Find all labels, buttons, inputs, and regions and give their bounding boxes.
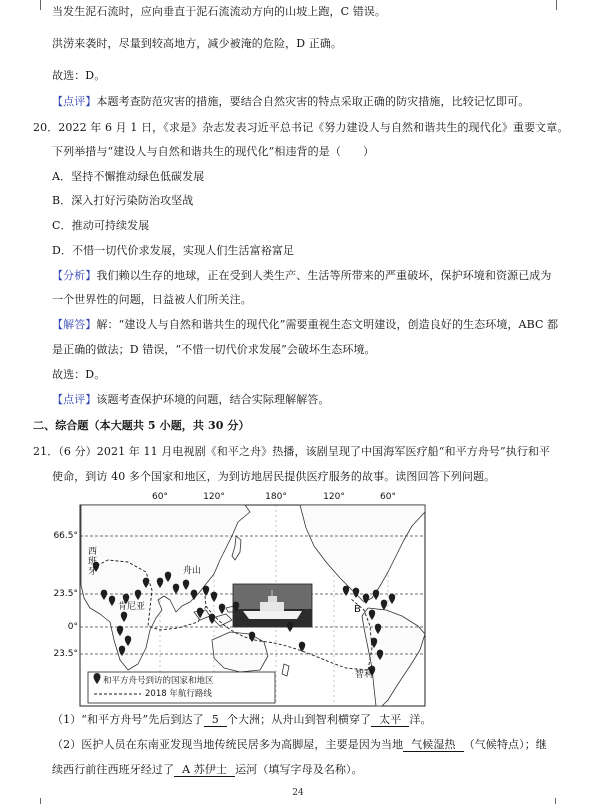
legend-route-label: 2018 年航行路线 [145,689,212,699]
crop-mark-bottom-right [555,798,556,804]
q21-stem-line-1: 21．（6 分）2021 年 11 月电视剧《和平之舟》热播，该剧呈现了中国海军医疗船“和平方舟号”执行和平 [33,445,551,458]
latitude-label-23-5s: 23.5° [53,649,78,659]
q21-stem-line-2: 使命，到访 40 多个国家和地区，为到访地居民提供医疗服务的故事。读图回答下列问题。 [52,470,496,483]
part1-prefix: （1）“和平方舟号”先后到达了 [52,713,204,726]
place-label-b: B [354,604,361,615]
part1-suffix: 洋。 [409,713,432,726]
part2-answer-climate: 气候湿热 [403,739,463,752]
latitude-label-66-5n: 66.5° [53,531,78,541]
q20-option-c: C．推动可持续发展 [52,219,150,232]
longitude-label-180: 180° [265,492,287,502]
part1-answer-ocean: 太平 [371,714,409,727]
part1-mid: 个大洲；从舟山到智利横穿了 [226,713,372,726]
q20-comment [52,393,330,407]
q19-explanation-line-2: 洪涝来袭时，尽量到较高地方，减少被淹的危险，D 正确。 [52,37,343,50]
part2-mid: （气候特点）；继 [463,738,547,751]
part2-line2-prefix: 续西行前往西班牙经过了 [52,763,175,776]
comment-tag: 【点评】 [52,393,97,406]
q20-answer-line-1 [52,318,558,332]
longitude-label-60w: 60° [380,492,396,502]
answer-tag: 【解答】 [52,318,97,331]
longitude-label-120e: 120° [203,492,225,502]
latitude-label-23-5n: 23.5° [53,589,78,599]
analysis-tag: 【分析】 [52,269,97,282]
place-label-zhoushan: 舟山 [183,566,202,576]
longitude-label-60e: 60° [152,492,168,502]
part2-answer-canal: A 苏伊士 [174,764,235,777]
q20-choice: 故选：D。 [52,368,106,381]
q20-analysis-line-2: 一个世界性的问题，日益被人们所关注。 [52,293,252,306]
section-heading: 二、综合题（本大题共 5 小题，共 30 分） [33,419,250,432]
comment-text: 本题考查防范灾害的措施，要结合自然灾害的特点采取正确的防灾措施，比较记忆即可。 [96,95,530,108]
q20-answer-line-2: 是正确的做法；D 错误，“不惜一切代价求发展”会破坏生态环境。 [52,343,376,356]
legend-visited-label: 和平方舟号到访的国家和地区 [103,676,214,686]
latitude-label-0: 0° [67,622,78,632]
longitude-label-120w: 120° [323,492,345,502]
crop-mark-top-left [40,0,41,10]
comment-tag: 【点评】 [52,95,97,108]
part1-answer-continents: 5 [204,714,227,727]
crop-mark-bottom-left [40,798,41,804]
comment-text: 该题考查保护环境的问题，结合实际理解解答。 [96,393,330,406]
part2-suffix: 运河（填写字母及名称）。 [235,763,363,776]
q19-explanation-line-1: 当发生泥石流时，应向垂直于泥石流流动方向的山坡上跑，C 错误。 [52,5,387,18]
crop-mark-top-right [556,0,557,10]
q20-option-b: B．深入打好污染防治攻坚战 [52,194,194,207]
place-label-chile: 智利 [355,670,374,680]
q21-part-2-line-1 [52,738,547,752]
q20-analysis-line-1 [52,269,552,283]
place-label-kenya: 肯尼亚 [118,602,146,612]
answer-text: 解：“建设人与自然和谐共生的现代化”需要重视生态文明建设，创造良好的生态环境，ABC 都 [96,318,559,331]
q19-choice: 故选：D。 [52,69,106,82]
ship-photo [233,584,312,627]
q20-stem-line-2: 下列举措与“建设人与自然和谐共生的现代化”相违背的是（ ） [52,145,375,158]
q21-part-1 [52,713,432,727]
q21-part-2-line-2 [52,763,363,777]
q20-stem-line-1: 20．2022 年 6 月 1 日，《求是》杂志发表习近平总书记《努力建设人与自然和谐共生的现代化》重要文章。 [33,121,569,134]
page-number: 24 [292,788,304,798]
q19-comment [52,95,529,109]
part2-prefix: （2）医护人员在东南亚发现当地传统民居多为高脚屋，主要是因为当地 [52,738,404,751]
q20-option-d: D．不惜一切代价求发展，实现人们生活富裕富足 [52,244,295,257]
q20-option-a: A．坚持不懈推动绿色低碳发展 [52,170,205,183]
place-label-spain: 西班牙 [86,546,96,576]
analysis-text: 我们赖以生存的地球，正在受到人类生产、生活等所带来的严重破坏，保护环境和资源已成为 [96,269,552,282]
